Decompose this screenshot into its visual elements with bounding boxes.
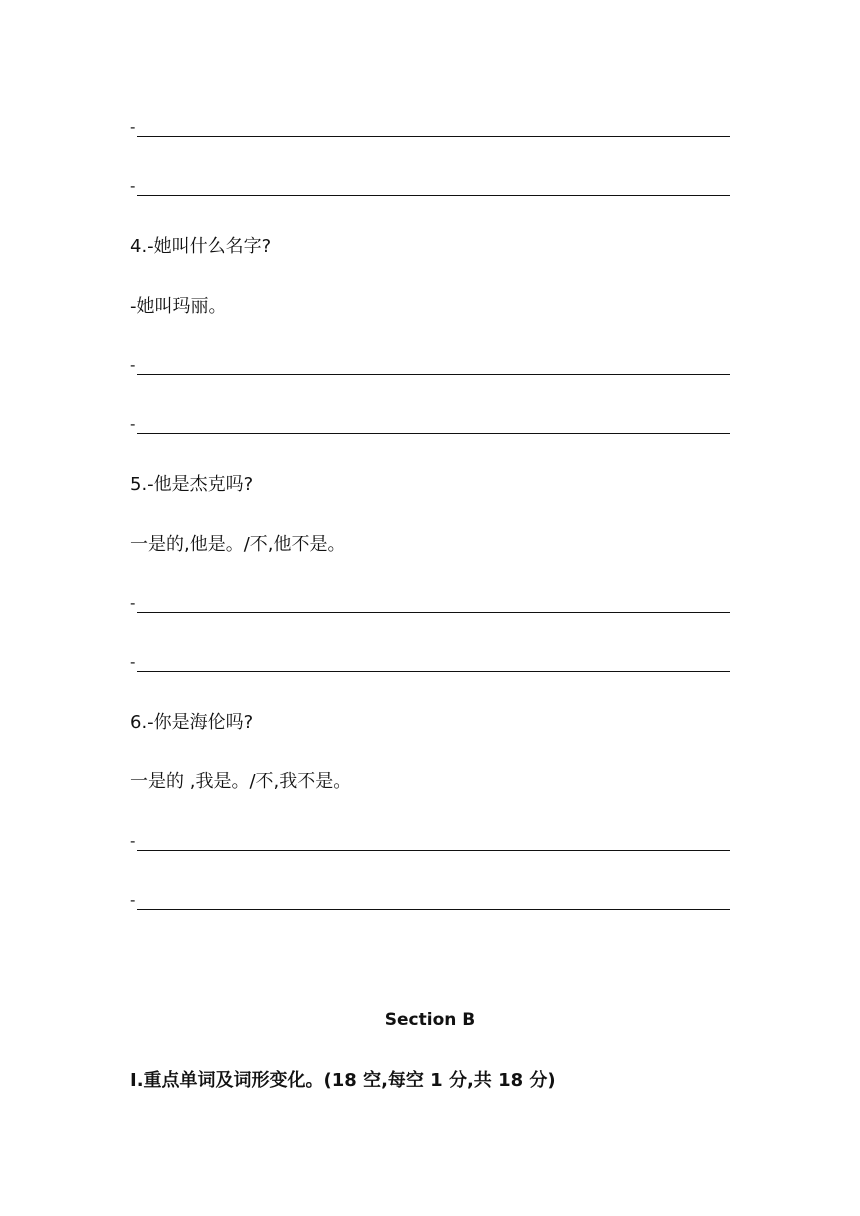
answer-underline [137, 909, 730, 910]
answer-dash: - [130, 594, 136, 612]
answer-underline [137, 612, 730, 613]
answer-dash: - [130, 356, 136, 374]
answer-underline [137, 374, 730, 375]
answer-underline [137, 671, 730, 672]
answer-line[interactable] [130, 593, 730, 613]
answer-line[interactable] [130, 890, 730, 910]
answer-dash: - [130, 118, 136, 136]
answer-line[interactable] [130, 831, 730, 851]
question-prompt: 5.-他是杰克吗? [130, 474, 254, 495]
answer-dash: - [130, 415, 136, 433]
answer-dash: - [130, 177, 136, 195]
answer-line[interactable] [130, 117, 730, 137]
question-response: 一是的,他是。/不,他不是。 [130, 534, 346, 555]
answer-line[interactable] [130, 176, 730, 196]
answer-underline [137, 850, 730, 851]
answer-line[interactable] [130, 414, 730, 434]
answer-dash: - [130, 891, 136, 909]
question-prompt: 6.-你是海伦吗? [130, 712, 254, 733]
part-heading: Ⅰ.重点单词及词形变化。(18 空,每空 1 分,共 18 分) [130, 1070, 556, 1091]
answer-dash: - [130, 832, 136, 850]
question-response: -她叫玛丽。 [130, 296, 227, 317]
answer-line[interactable] [130, 652, 730, 672]
question-prompt: 4.-她叫什么名字? [130, 236, 272, 257]
question-response: 一是的 ,我是。/不,我不是。 [130, 771, 352, 792]
answer-line[interactable] [130, 355, 730, 375]
answer-dash: - [130, 653, 136, 671]
section-title: Section B [384, 1010, 476, 1030]
answer-underline [137, 136, 730, 137]
answer-underline [137, 195, 730, 196]
answer-underline [137, 433, 730, 434]
